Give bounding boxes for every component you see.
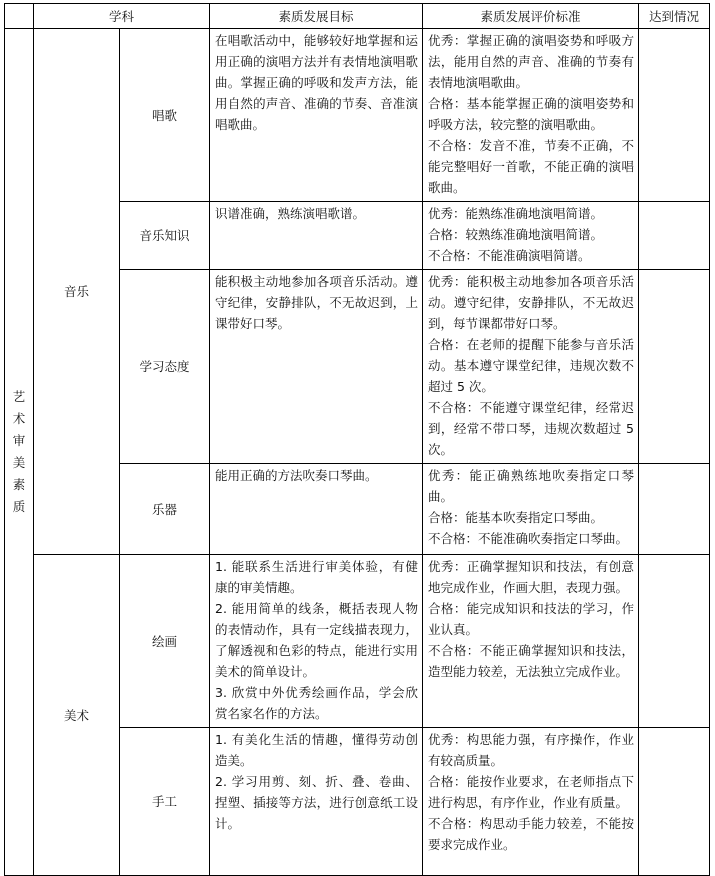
item-name: 手工 <box>120 728 210 876</box>
standard-cell <box>423 728 639 876</box>
standard-pass: 合格：能完成知识和技法的学习，作业认真。 <box>428 601 635 637</box>
category-char: 术 <box>12 411 26 426</box>
goal-cell <box>210 464 423 555</box>
goal-cell <box>210 202 423 270</box>
category-char: 审 <box>12 433 26 448</box>
goal-text: 2. 学习用剪、刻、折、叠、卷曲、捏塑、插接等方法，进行创意纸工设计。 <box>215 774 419 831</box>
header-subject: 学科 <box>34 4 210 29</box>
subject-music: 音乐 <box>34 29 120 555</box>
item-name: 绘画 <box>120 555 210 728</box>
standard-fail: 不合格：不能准确吹奏指定口琴曲。 <box>428 531 629 546</box>
standard-fail: 不合格：不能遵守课堂纪律，经常迟到，经常不带口琴，违规次数超过 5 次。 <box>428 400 635 457</box>
goal-text: 1. 有美化生活的情趣，懂得劳动创造美。 <box>215 732 419 768</box>
table-row <box>5 29 710 202</box>
standard-cell <box>423 29 639 202</box>
category-cell <box>5 29 34 876</box>
achieved-cell[interactable] <box>639 202 710 270</box>
header-blank <box>5 4 34 29</box>
goal-text: 在唱歌活动中，能够较好地掌握和运用正确的演唱方法并有表情地演唱歌曲。掌握正确的呼吸和发声方法，能用自然的声音、准确的节奏、音准演唱歌曲。 <box>215 33 419 132</box>
item-name: 音乐知识 <box>120 202 210 270</box>
category-char: 素 <box>12 477 26 492</box>
standard-pass: 合格：能基本吹奏指定口琴曲。 <box>428 510 604 525</box>
standard-excellent: 优秀：能熟练准确地演唱简谱。 <box>428 206 604 221</box>
goal-cell <box>210 728 423 876</box>
achieved-cell[interactable] <box>639 270 710 464</box>
goal-text: 1. 能联系生活进行审美体验，有健康的审美情趣。 <box>215 559 419 595</box>
achieved-cell[interactable] <box>639 728 710 876</box>
category-char: 美 <box>12 455 26 470</box>
goal-text: 能用正确的方法吹奏口琴曲。 <box>215 468 378 483</box>
goal-text: 能积极主动地参加各项音乐活动。遵守纪律，安静排队，不无故迟到，上课带好口琴。 <box>215 274 419 331</box>
header-row <box>5 4 710 29</box>
standard-excellent: 优秀：构思能力强，有序操作，作业有较高质量。 <box>428 732 635 768</box>
category-char: 质 <box>12 499 26 514</box>
standard-fail: 不合格：不能正确掌握知识和技法，造型能力较差，无法独立完成作业。 <box>428 643 635 679</box>
goal-text: 识谱准确，熟练演唱歌谱。 <box>215 206 366 221</box>
standard-excellent: 优秀：能正确熟练地吹奏指定口琴曲。 <box>428 468 635 504</box>
standard-pass: 合格：在老师的提醒下能参与音乐活动。基本遵守课堂纪律，违规次数不超过 5 次。 <box>428 337 635 394</box>
achieved-cell[interactable] <box>639 555 710 728</box>
category-char: 艺 <box>12 389 26 404</box>
table-row <box>5 555 710 728</box>
goal-cell <box>210 270 423 464</box>
standard-pass: 合格：基本能掌握正确的演唱姿势和呼吸方法，较完整的演唱歌曲。 <box>428 96 635 132</box>
standard-cell <box>423 270 639 464</box>
standard-pass: 合格：较熟练准确地演唱简谱。 <box>428 227 604 242</box>
evaluation-table <box>4 3 710 876</box>
standard-excellent: 优秀：能积极主动地参加各项音乐活动。遵守纪律，安静排队，不无故迟到，每节课都带好口琴。 <box>428 274 635 331</box>
goal-text: 3. 欣赏中外优秀绘画作品，学会欣赏名家名作的方法。 <box>215 685 419 721</box>
standard-cell <box>423 555 639 728</box>
item-name: 学习态度 <box>120 270 210 464</box>
standard-cell <box>423 464 639 555</box>
item-name: 唱歌 <box>120 29 210 202</box>
standard-fail: 不合格：构思动手能力较差，不能按要求完成作业。 <box>428 816 635 852</box>
standard-cell <box>423 202 639 270</box>
header-standard: 素质发展评价标准 <box>423 4 639 29</box>
goal-text: 2. 能用简单的线条，概括表现人物的表情动作，具有一定线描表现力，了解透视和色彩的特点，能进行实用美术的简单设计。 <box>215 601 419 679</box>
standard-excellent: 优秀：正确掌握知识和技法，有创意地完成作业，作画大胆，表现力强。 <box>428 559 635 595</box>
subject-art: 美术 <box>34 555 120 876</box>
standard-pass: 合格：能按作业要求，在老师指点下进行构思，有序作业，作业有质量。 <box>428 774 635 810</box>
goal-cell <box>210 29 423 202</box>
header-goal: 素质发展目标 <box>210 4 423 29</box>
standard-excellent: 优秀：掌握正确的演唱姿势和呼吸方法，能用自然的声音、准确的节奏有表情地演唱歌曲。 <box>428 33 635 90</box>
item-name: 乐器 <box>120 464 210 555</box>
header-achieved: 达到情况 <box>639 4 710 29</box>
achieved-cell[interactable] <box>639 464 710 555</box>
standard-fail: 不合格：不能准确演唱简谱。 <box>428 248 591 263</box>
achieved-cell[interactable] <box>639 29 710 202</box>
goal-cell <box>210 555 423 728</box>
standard-fail: 不合格：发音不准，节奏不正确，不能完整唱好一首歌，不能正确的演唱歌曲。 <box>428 138 635 195</box>
